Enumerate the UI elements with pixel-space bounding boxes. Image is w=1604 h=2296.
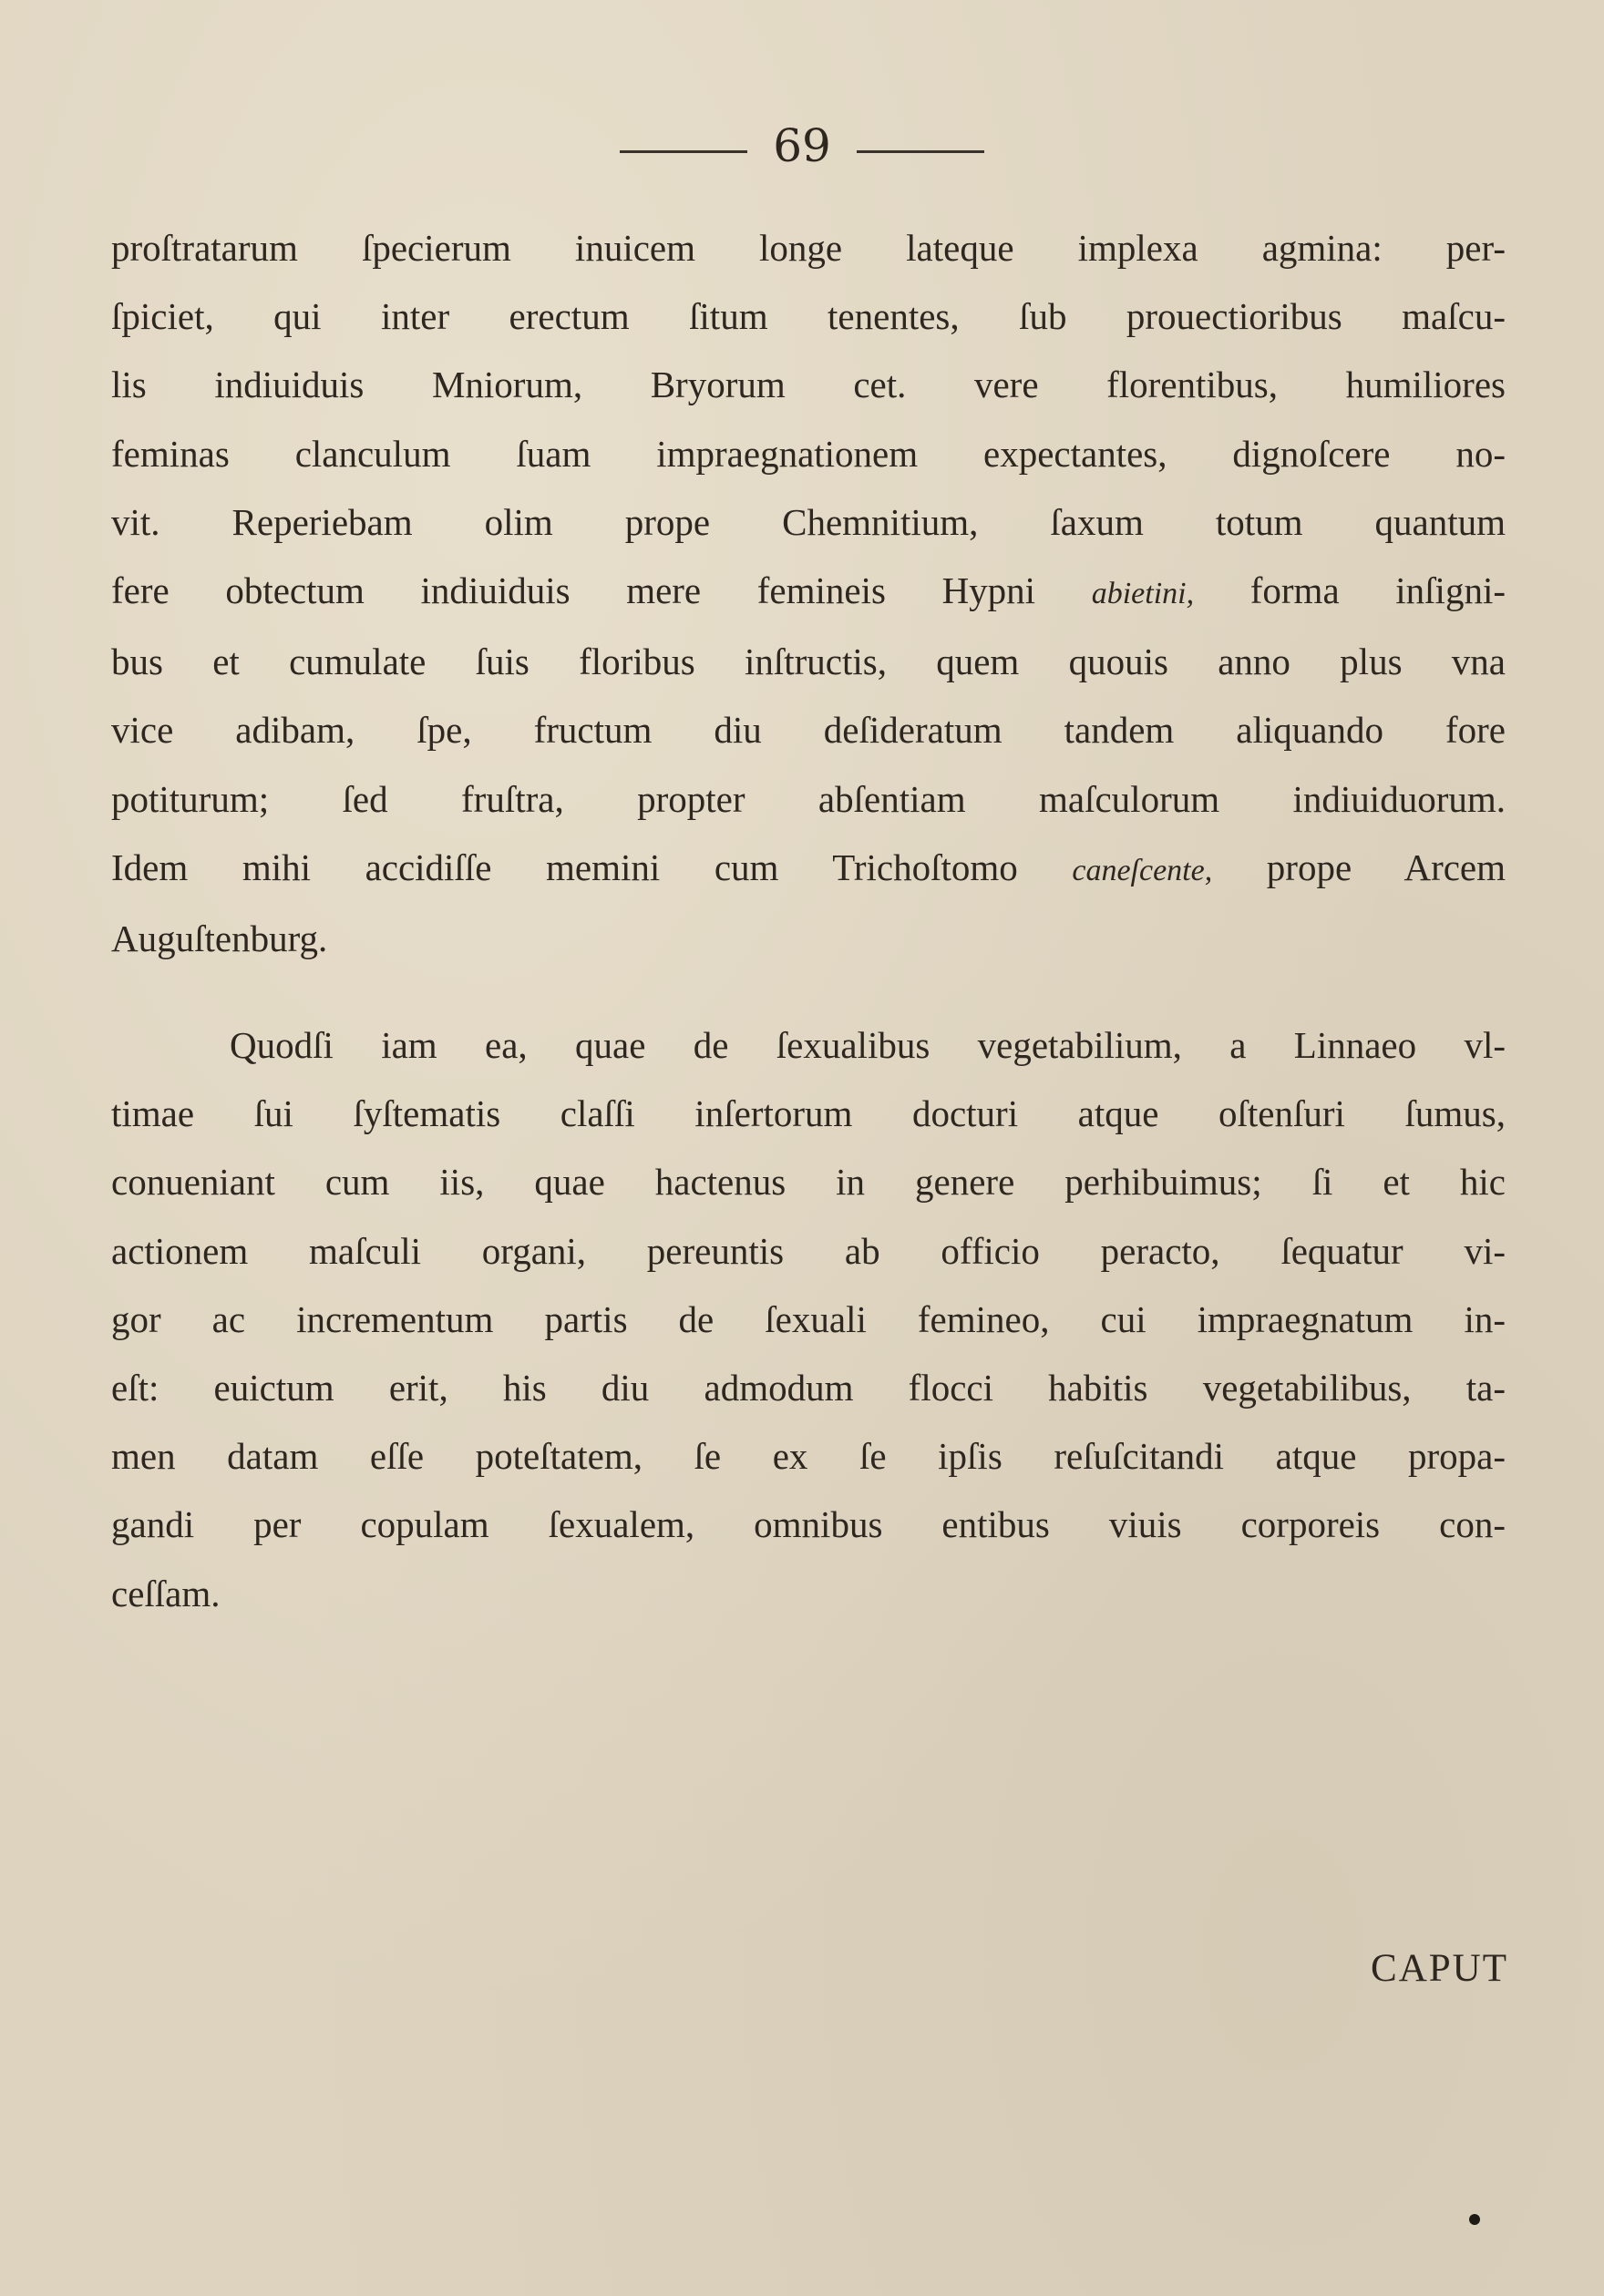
text-segment: prope Arcem (1266, 846, 1506, 888)
text-line: potiturum; ſed fruſtra, propter abſentiam maſculorum indiuiduorum. (111, 777, 1506, 820)
text-line: feminas clanculum ſuam impraegnationem expectantes, dignoſcere no- (111, 432, 1506, 475)
italic-species-name: abietini, (1091, 577, 1195, 611)
text-line: proſtratarum ſpecierum inuicem longe lateque implexa agmina: per- (111, 227, 1506, 269)
text-line: vice adibam, ſpe, fructum diu deſideratum tandem aliquando fore (111, 709, 1506, 752)
header-rule-right (857, 150, 984, 153)
catchword: CAPUT (1371, 1947, 1508, 1990)
text-line (111, 834, 1506, 905)
text-line: eſt: euictum erit, his diu admodum flocci habitis vegetabilibus, ta- (111, 1367, 1506, 1409)
text-line: lis indiuiduis Mniorum, Bryorum cet. vere florentibus, humiliores (111, 364, 1506, 406)
text-segment: forma inſigni- (1249, 569, 1506, 612)
text-line: Quodſi iam ea, quae de ſexualibus vegetabilium, a Linnaeo vl- (230, 1024, 1506, 1066)
text-line: ſpiciet, qui inter erectum ſitum tenentes, ſub prouectioribus maſcu- (111, 295, 1506, 338)
page-number: 69 (773, 119, 831, 172)
text-line: actionem maſculi organi, pereuntis ab officio peracto, ſequatur vi- (111, 1229, 1506, 1272)
paragraph-2 (111, 1011, 1506, 1628)
paragraph-1 (111, 214, 1506, 973)
text-line (111, 557, 1506, 628)
text-segment: Idem mihi accidiſſe memini cum Trichoſtomo (111, 846, 1018, 888)
italic-species-name: caneſcente, (1072, 853, 1213, 887)
ink-speck (1469, 2214, 1480, 2225)
text-line: Auguſtenburg. (111, 917, 328, 960)
running-header (0, 109, 1604, 182)
text-line: conueniant cum iis, quae hactenus in genere perhibuimus; ſi et hic (111, 1161, 1506, 1204)
text-line: timae ſui ſyſtematis claſſi inſertorum docturi atque oſtenſuri ſumus, (111, 1092, 1506, 1135)
text-line: ceſſam. (111, 1572, 221, 1614)
text-line: vit. Reperiebam olim prope Chemnitium, ſaxum totum quantum (111, 500, 1506, 543)
header-rule-left (620, 150, 747, 153)
text-line: gor ac incrementum partis de ſexuali femineo, cui impraegnatum in- (111, 1297, 1506, 1340)
text-segment: fere obtectum indiuiduis mere femineis Hypni (111, 569, 1036, 612)
text-line: gandi per copulam ſexualem, omnibus entibus viuis corporeis con- (111, 1503, 1506, 1546)
text-line: bus et cumulate ſuis floribus inſtructis, quem quouis anno plus vna (111, 641, 1506, 683)
text-line: men datam eſſe poteſtatem, ſe ex ſe ipſis reſuſcitandi atque propa- (111, 1435, 1506, 1478)
